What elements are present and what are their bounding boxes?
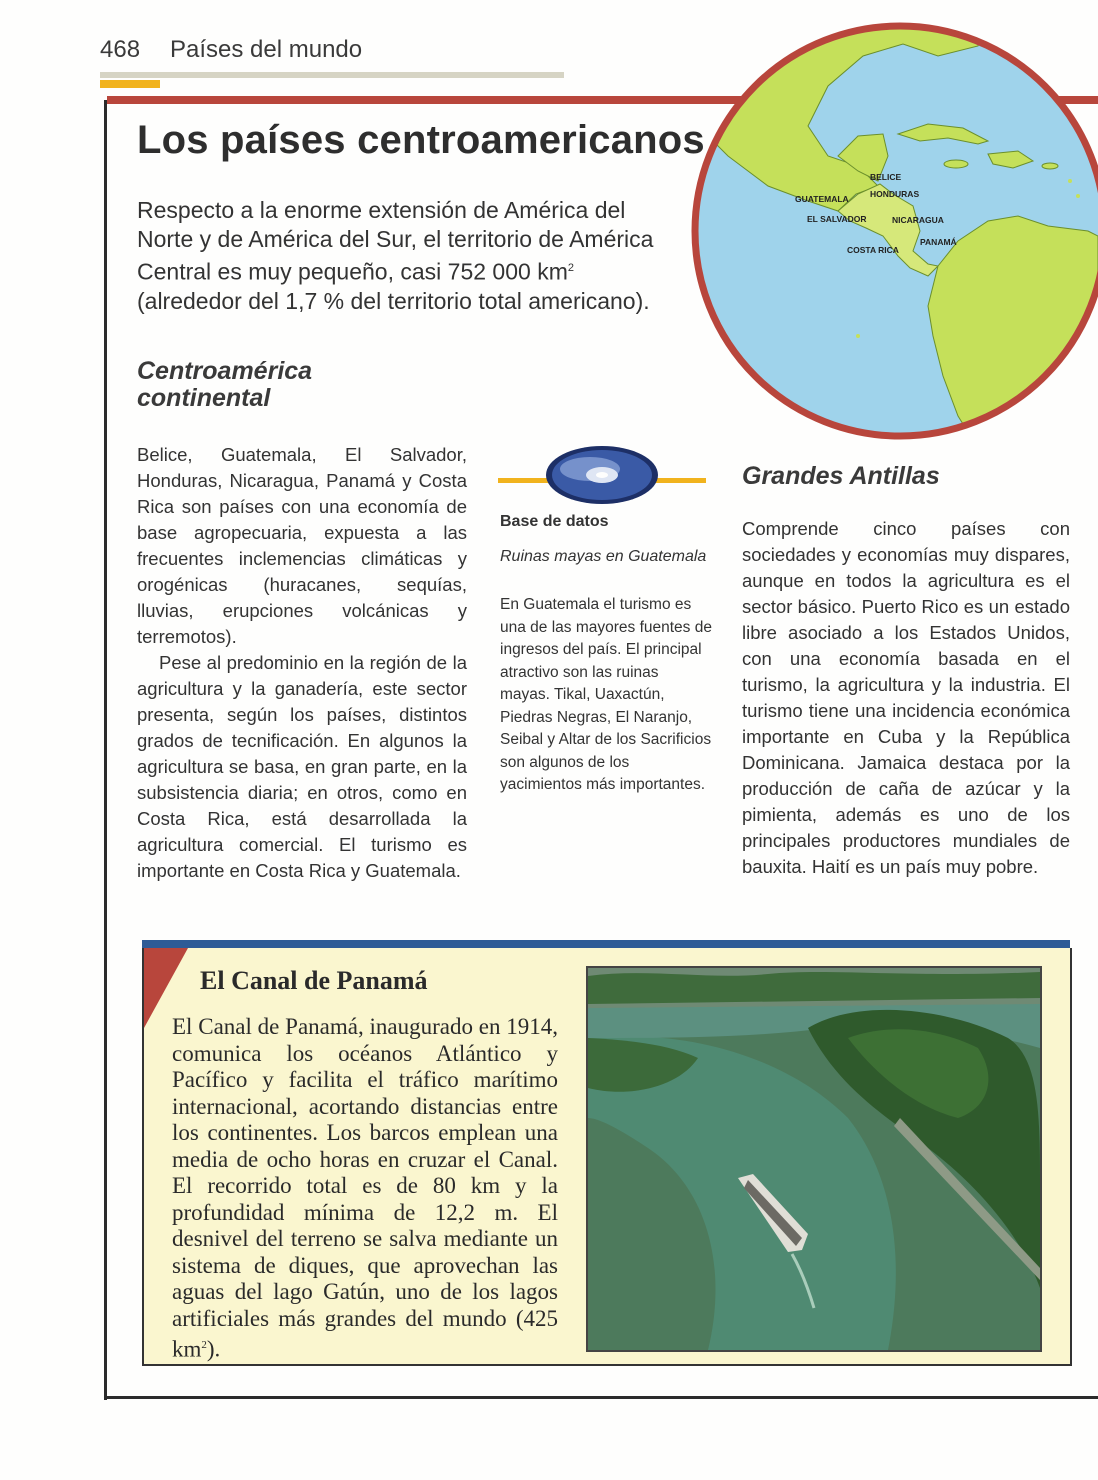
canal-text: El Canal de Panamá, inaugurado en 1914, comunica los océanos Atlántico y Pacífico y facilita el tráfico marítimo internacional, acortando distancias entre los continentes. Los barcos emplean una media de ocho horas en cruzar el Canal. El recorrido total es de 80 km y la profundidad mínima de 12,2 m. El desnivel del terreno se salva mediante un sistema de diques, que aprovechan las aguas del lago Gatún, uno de los lagos artificiales más grandes del mundo (425 $km^2$). (172, 1014, 558, 1362)
continental-text (137, 442, 467, 884)
map-label-honduras: HONDURAS (870, 189, 920, 199)
canal-box-top-bar (142, 940, 1070, 948)
panama-canal-photo (586, 966, 1042, 1352)
map-label-guatemala: GUATEMALA (795, 194, 849, 204)
lead-paragraph: Respecto a la enorme extensión de América del Norte y de América del Sur, el territorio de América Central es muy pequeño, casi 752 000 $km^2$ (alrededor del 1,7 % del territorio total americano). (137, 197, 654, 314)
sidebar-body: En Guatemala el turismo es una de las mayores fuentes de ingresos del país. El principal atractivo son las ruinas mayas. Tikal, Uaxactún, Piedras Negras, El Naranjo, Seibal y Altar de los Sacrificios son algunos de los yacimientos más importantes. (500, 596, 712, 793)
continental-paragraph-2: Pese al predominio en la región de la agricultura y la ganadería, este sector presenta, según los países, distintos grados de tecnificación. En algunos la agricultura se basa, en gran parte, en la subsistencia diaria; en otros, como en Costa Rica, está desarrollada la agricultura comercial. El turismo es importante en Costa Rica y Guatemala. (137, 652, 467, 881)
header-rule (100, 72, 564, 78)
map-label-el-salvador: EL SALVADOR (807, 214, 867, 224)
map-label-nicaragua: NICARAGUA (892, 215, 944, 225)
cd-disc-icon (544, 444, 660, 506)
antillas-text: Comprende cinco países con sociedades y economías muy dispares, aunque en todos la agricultura es el sector básico. Puerto Rico es un estado libre asociado a los Estados Unidos, con una economía basada en el turismo, la agricultura y la industria. El turismo tiene una incidencia económica importante en Cuba y la República Dominicana. Jamaica destaca por la producción de caña de azúcar y la pimienta, además es uno de los principales productores mundiales de bauxita. Haití es un país muy pobre. (742, 518, 1070, 877)
sidebar-heading: Base de datos (500, 513, 609, 530)
sidebar-subtitle: Ruinas mayas en Guatemala (500, 548, 707, 565)
canal-heading: El Canal de Panamá (200, 966, 428, 995)
heading-centroamerica-continental: Centroamérica continental (137, 357, 313, 412)
central-america-map (688, 16, 1098, 448)
frame-left-rule (104, 100, 107, 1400)
continental-paragraph-1: Belice, Guatemala, El Salvador, Honduras, Nicaragua, Panamá y Costa Rica son países con una economía de base agropecuaria, expuesta a las frecuentes inclemencias climáticas y orogénicas (huracanes, sequías, lluvias, erupciones volcánicas y terremotos). (137, 444, 467, 647)
map-label-belice: BELICE (870, 172, 902, 182)
page-title: Los países centroamericanos (137, 118, 705, 162)
map-label-panama: PANAMÁ (920, 237, 957, 247)
section-title: Países del mundo (170, 36, 363, 63)
heading-grandes-antillas: Grandes Antillas (742, 462, 940, 490)
header-accent (100, 80, 160, 88)
map-label-costa-rica: COSTA RICA (847, 245, 899, 255)
page-number: 468 (100, 36, 141, 63)
frame-bottom-rule (104, 1396, 1098, 1399)
